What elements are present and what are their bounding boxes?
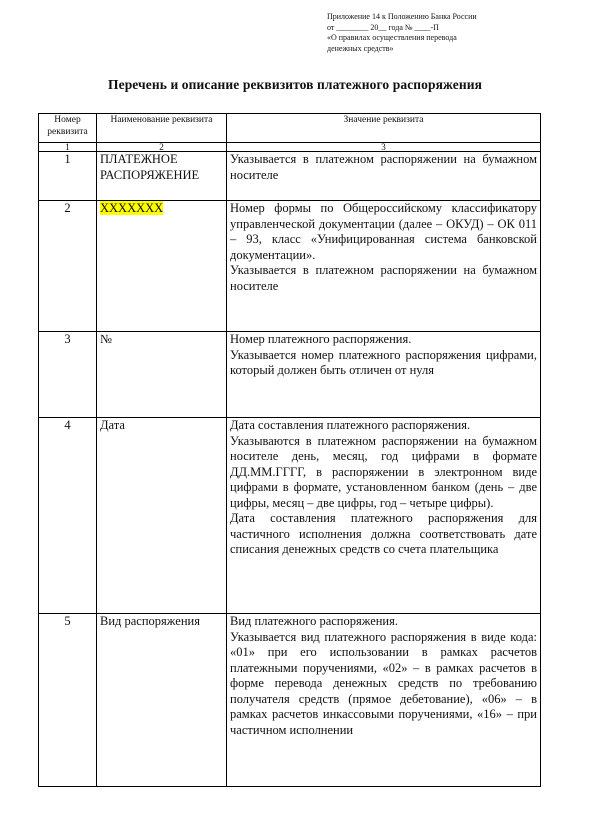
table-header-row [39,114,541,143]
value-paragraph: Указывается в платежном распоряжении на бумажном носителе [230,152,537,182]
header-name: Наименование реквизита [97,114,227,143]
row-value [227,201,541,332]
value-paragraph: Указывается номер платежного распоряжения цифрами, который должен быть отличен от нуля [230,347,537,377]
appendix-note [327,12,577,54]
column-number-row [39,143,541,152]
row-number: 3 [39,332,97,418]
column-number: 3 [227,143,541,152]
table-row [39,614,541,787]
row-value [227,332,541,418]
value-paragraph: Дата составления платежного распоряжения. [230,418,471,432]
highlighted-placeholder: ХХХХХХХ [100,201,164,215]
row-number: 2 [39,201,97,332]
row-name: Вид распоряжения [97,614,227,787]
value-paragraph: Указываются в платежном распоряжении на бумажном носителе день, месяц, год цифрами в формате ДД.ММ.ГГГГ, в распоряжении в электронном виде цифрами в формате, установленном банком (день – две цифры, месяц – две цифры, год – четыре цифры). [230,433,537,510]
row-value [227,418,541,614]
row-name: № [97,332,227,418]
table-row [39,201,541,332]
header-value: Значение реквизита [227,114,541,143]
row-name [97,201,227,332]
value-paragraph: Дата составления платежного распоряжения для частичного исполнения должна соответствовать дате списания денежных средств со счета плательщика [230,511,537,556]
table-row [39,332,541,418]
row-name: ПЛАТЕЖНОЕ РАСПОРЯЖЕНИЕ [97,152,227,201]
appendix-line-2: от ________ 20__ года № ____-П [327,22,439,32]
requisites-table [38,113,541,787]
row-value [227,152,541,201]
header-number: Номер реквизита [39,114,97,143]
row-name: Дата [97,418,227,614]
appendix-line-3: «О правилах осуществления перевода [327,33,457,42]
column-number: 2 [97,143,227,152]
row-value [227,614,541,787]
row-number: 1 [39,152,97,201]
row-number: 4 [39,418,97,614]
value-paragraph: Вид платежного распоряжения. [230,614,398,628]
value-paragraph: Указывается в платежном распоряжении на бумажном носителе [230,263,537,293]
value-paragraph: Указывается вид платежного распоряжения в виде кода: «01» при его использовании в рамках расчетов платежными поручениями, «02» – в рамках расчетов в форме перевода денежных средств по требованию получателя средств (прямое дебетование), «06» – в рамках расчетов инкассовыми поручениями, «16» – при частичном исполнении [230,629,537,737]
table-row [39,418,541,614]
value-paragraph: Номер формы по Общероссийскому классификатору управленческой документации (далее – ОКУД) – ОК 011 – 93, класс «Унифицированная система банковской документации». [230,201,537,262]
row-number: 5 [39,614,97,787]
column-number: 1 [39,143,97,152]
document-title: Перечень и описание реквизитов платежного распоряжения [108,77,482,92]
table-row [39,152,541,201]
value-paragraph: Номер платежного распоряжения. [230,332,412,346]
appendix-line-4: денежных средств» [327,43,394,53]
appendix-line-1: Приложение 14 к Положению Банка России [327,12,477,21]
